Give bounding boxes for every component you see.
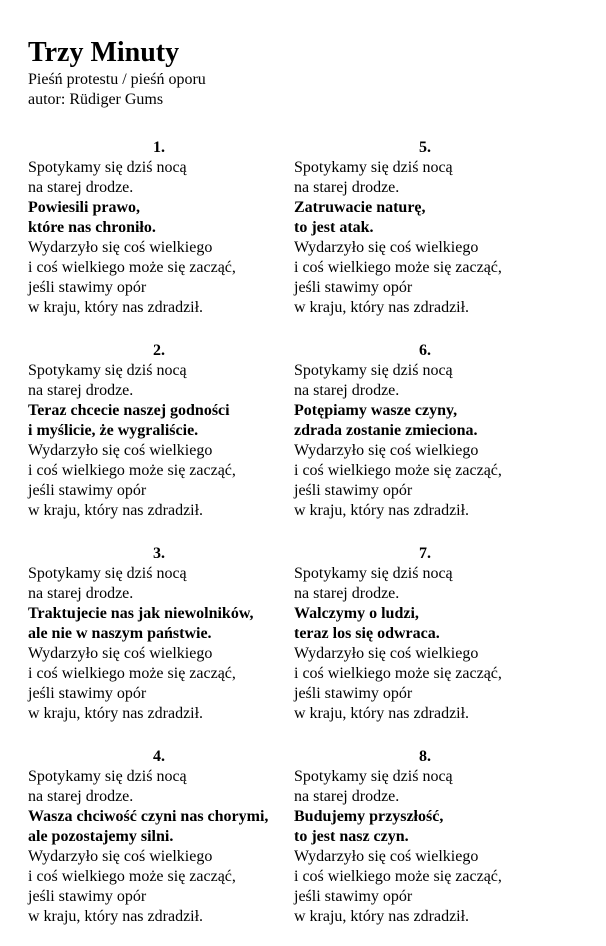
refrain-line: na starej drodze. <box>28 585 134 602</box>
verse-number: 1. <box>153 139 165 156</box>
refrain-line: jeśli stawimy opór <box>294 279 413 296</box>
refrain-line: Wydarzyło się coś wielkiego <box>294 239 479 256</box>
refrain-line: na starej drodze. <box>28 179 134 196</box>
verse-line: ale pozostajemy silni. <box>28 828 174 845</box>
refrain-line: Wydarzyło się coś wielkiego <box>28 239 213 256</box>
verse-number: 8. <box>419 748 431 765</box>
refrain-line: w kraju, który nas zdradził. <box>294 502 470 519</box>
refrain-line: na starej drodze. <box>294 788 400 805</box>
verse-1 <box>28 138 290 318</box>
refrain-line: jeśli stawimy opór <box>294 888 413 905</box>
verse-line: to jest atak. <box>294 219 374 236</box>
verse-number: 2. <box>153 342 165 359</box>
refrain-line: i coś wielkiego może się zacząć, <box>28 462 236 479</box>
refrain-line: w kraju, który nas zdradził. <box>28 705 204 722</box>
refrain-line: w kraju, który nas zdradził. <box>294 299 470 316</box>
refrain-line: na starej drodze. <box>294 382 400 399</box>
refrain-line: Spotykamy się dziś nocą <box>294 362 453 379</box>
refrain-line: i coś wielkiego może się zacząć, <box>28 868 236 885</box>
refrain-line: i coś wielkiego może się zacząć, <box>28 665 236 682</box>
refrain-line: Spotykamy się dziś nocą <box>294 768 453 785</box>
refrain-line: w kraju, który nas zdradził. <box>294 705 470 722</box>
refrain-line: Spotykamy się dziś nocą <box>28 768 187 785</box>
refrain-line: jeśli stawimy opór <box>28 279 147 296</box>
refrain-line: Wydarzyło się coś wielkiego <box>294 848 479 865</box>
verse-2 <box>28 341 290 521</box>
refrain-line: w kraju, który nas zdradził. <box>294 908 470 925</box>
refrain-line: Wydarzyło się coś wielkiego <box>28 848 213 865</box>
refrain-line: jeśli stawimy opór <box>294 685 413 702</box>
refrain-line: i coś wielkiego może się zacząć, <box>294 868 502 885</box>
verse-line: Walczymy o ludzi, <box>294 605 419 622</box>
verse-4 <box>28 747 290 927</box>
refrain-line: Spotykamy się dziś nocą <box>294 565 453 582</box>
song-author: autor: Rüdiger Gums <box>28 91 164 108</box>
song-subtitle: Pieśń protestu / pieśń oporu <box>28 71 206 88</box>
verse-7 <box>294 544 556 724</box>
refrain-line: Spotykamy się dziś nocą <box>28 565 187 582</box>
refrain-line: jeśli stawimy opór <box>28 482 147 499</box>
verse-line: Budujemy przyszłość, <box>294 808 444 825</box>
verse-line: i myślicie, że wygraliście. <box>28 422 199 439</box>
verse-number: 5. <box>419 139 431 156</box>
refrain-line: na starej drodze. <box>28 788 134 805</box>
refrain-line: jeśli stawimy opór <box>28 685 147 702</box>
verse-number: 4. <box>153 748 165 765</box>
verse-line: teraz los się odwraca. <box>294 625 440 642</box>
verse-3 <box>28 544 290 724</box>
verse-line: które nas chroniło. <box>28 219 156 236</box>
verse-8 <box>294 747 556 927</box>
refrain-line: Wydarzyło się coś wielkiego <box>28 442 213 459</box>
verse-5 <box>294 138 556 318</box>
refrain-line: Wydarzyło się coś wielkiego <box>28 645 213 662</box>
refrain-line: w kraju, który nas zdradził. <box>28 299 204 316</box>
verse-number: 3. <box>153 545 165 562</box>
refrain-line: na starej drodze. <box>28 382 134 399</box>
verse-line: to jest nasz czyn. <box>294 828 409 845</box>
refrain-line: na starej drodze. <box>294 179 400 196</box>
refrain-line: w kraju, który nas zdradził. <box>28 908 204 925</box>
refrain-line: na starej drodze. <box>294 585 400 602</box>
refrain-line: Spotykamy się dziś nocą <box>28 362 187 379</box>
refrain-line: Spotykamy się dziś nocą <box>294 159 453 176</box>
refrain-line: i coś wielkiego może się zacząć, <box>294 462 502 479</box>
refrain-line: jeśli stawimy opór <box>28 888 147 905</box>
verse-line: Zatruwacie naturę, <box>294 199 426 216</box>
refrain-line: i coś wielkiego może się zacząć, <box>28 259 236 276</box>
song-title: Trzy Minuty <box>28 37 180 68</box>
verse-line: zdrada zostanie zmieciona. <box>294 422 478 439</box>
verse-line: ale nie w naszym państwie. <box>28 625 212 642</box>
verse-number: 7. <box>419 545 431 562</box>
verse-line: Traktujecie nas jak niewolników, <box>28 605 254 622</box>
refrain-line: Wydarzyło się coś wielkiego <box>294 442 479 459</box>
verse-line: Potępiamy wasze czyny, <box>294 402 458 419</box>
refrain-line: i coś wielkiego może się zacząć, <box>294 665 502 682</box>
refrain-line: jeśli stawimy opór <box>294 482 413 499</box>
verse-line: Wasza chciwość czyni nas chorymi, <box>28 808 269 825</box>
refrain-line: Wydarzyło się coś wielkiego <box>294 645 479 662</box>
song-sheet <box>28 36 588 925</box>
refrain-line: i coś wielkiego może się zacząć, <box>294 259 502 276</box>
refrain-line: w kraju, który nas zdradził. <box>28 502 204 519</box>
verse-line: Powiesili prawo, <box>28 199 140 216</box>
verse-number: 6. <box>419 342 431 359</box>
verse-line: Teraz chcecie naszej godności <box>28 402 230 419</box>
verse-6 <box>294 341 556 521</box>
refrain-line: Spotykamy się dziś nocą <box>28 159 187 176</box>
